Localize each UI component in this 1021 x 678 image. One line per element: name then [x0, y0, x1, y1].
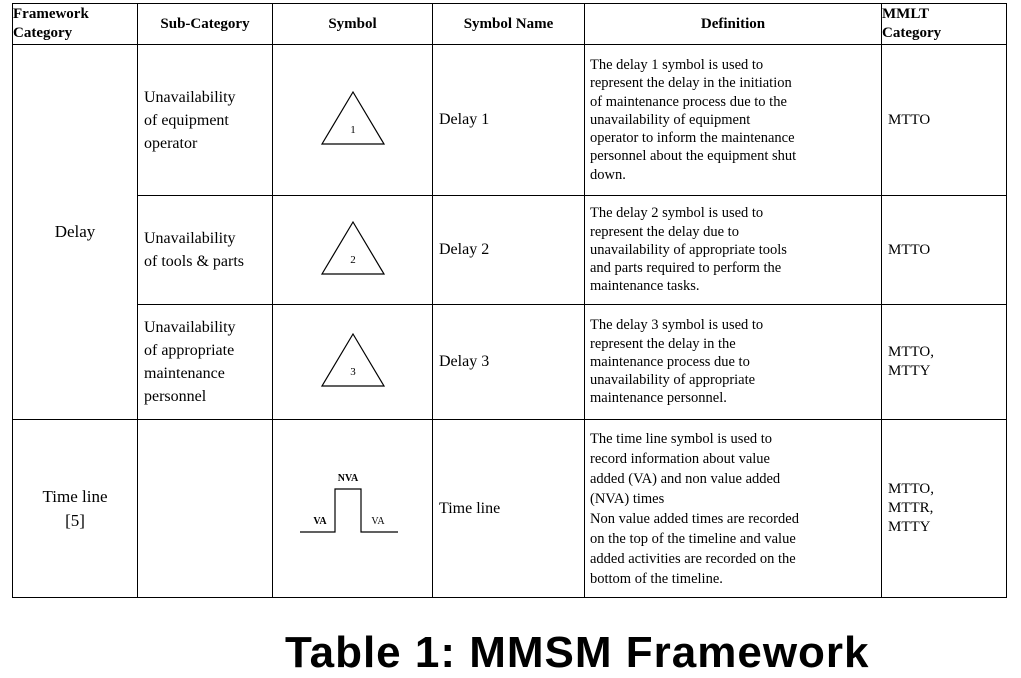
sub-category-cell: Unavailability of appropriate maintenance personnel	[138, 305, 273, 420]
symbol-cell	[273, 196, 433, 305]
definition-cell: The delay 3 symbol is used to represent the delay in the maintenance process due to unavailability of appropriate maintenance personnel.	[585, 305, 882, 420]
symbol-name-cell: Delay 3	[433, 305, 585, 420]
symbol-cell	[273, 305, 433, 420]
table-caption: Table 1: MMSM Framework	[285, 628, 870, 677]
symbol-name-cell: Delay 1	[433, 45, 585, 196]
sub-category-cell	[138, 420, 273, 598]
delay-2-symbol-label: 2	[349, 253, 356, 266]
symbol-cell	[273, 45, 433, 196]
definition-cell: The time line symbol is used to record information about value added (VA) and non value added (NVA) times Non value added times are recorded on the top of the timeline and value added activities are recorded on the bottom of the timeline.	[585, 420, 882, 598]
header-sub-category: Sub-Category	[138, 4, 273, 45]
symbol-cell	[273, 420, 433, 598]
delay-3-triangle-icon	[318, 330, 388, 390]
table-row	[13, 305, 1007, 420]
sub-category-cell: Unavailability of equipment operator	[138, 45, 273, 196]
framework-category-delay: Delay	[13, 45, 138, 420]
mmlt-category-cell: MTTO, MTTR, MTTY	[882, 420, 1007, 598]
delay-1-symbol-label: 1	[349, 123, 356, 136]
time-line-icon	[298, 466, 408, 546]
time-line-va-left-label: VA	[312, 516, 327, 527]
mmlt-category-cell: MTTO	[882, 196, 1007, 305]
delay-2-triangle-icon	[318, 218, 388, 278]
table-row	[13, 196, 1007, 305]
sub-category-cell: Unavailability of tools & parts	[138, 196, 273, 305]
delay-3-symbol-label: 3	[349, 365, 356, 378]
definition-cell: The delay 2 symbol is used to represent the delay due to unavailability of appropriate tools and parts required to perform the maintenance tasks.	[585, 196, 882, 305]
mmlt-category-cell: MTTO, MTTY	[882, 305, 1007, 420]
mmlt-category-cell: MTTO	[882, 45, 1007, 196]
header-symbol: Symbol	[273, 4, 433, 45]
header-framework-category: Framework Category	[13, 4, 138, 45]
header-row	[13, 4, 1007, 45]
header-mmlt-category: MMLT Category	[882, 4, 1007, 45]
delay-1-triangle-icon	[318, 88, 388, 148]
symbol-name-cell: Delay 2	[433, 196, 585, 305]
time-line-nva-label: NVA	[337, 473, 358, 484]
table-row	[13, 45, 1007, 196]
time-line-va-right-label: VA	[370, 516, 385, 527]
framework-table	[12, 3, 1007, 598]
table-row	[13, 420, 1007, 598]
header-definition: Definition	[585, 4, 882, 45]
header-symbol-name: Symbol Name	[433, 4, 585, 45]
definition-cell: The delay 1 symbol is used to represent the delay in the initiation of maintenance process due to the unavailability of equipment operator to inform the maintenance personnel about the equipment shut down.	[585, 45, 882, 196]
framework-category-time-line: Time line [5]	[13, 420, 138, 598]
symbol-name-cell: Time line	[433, 420, 585, 598]
